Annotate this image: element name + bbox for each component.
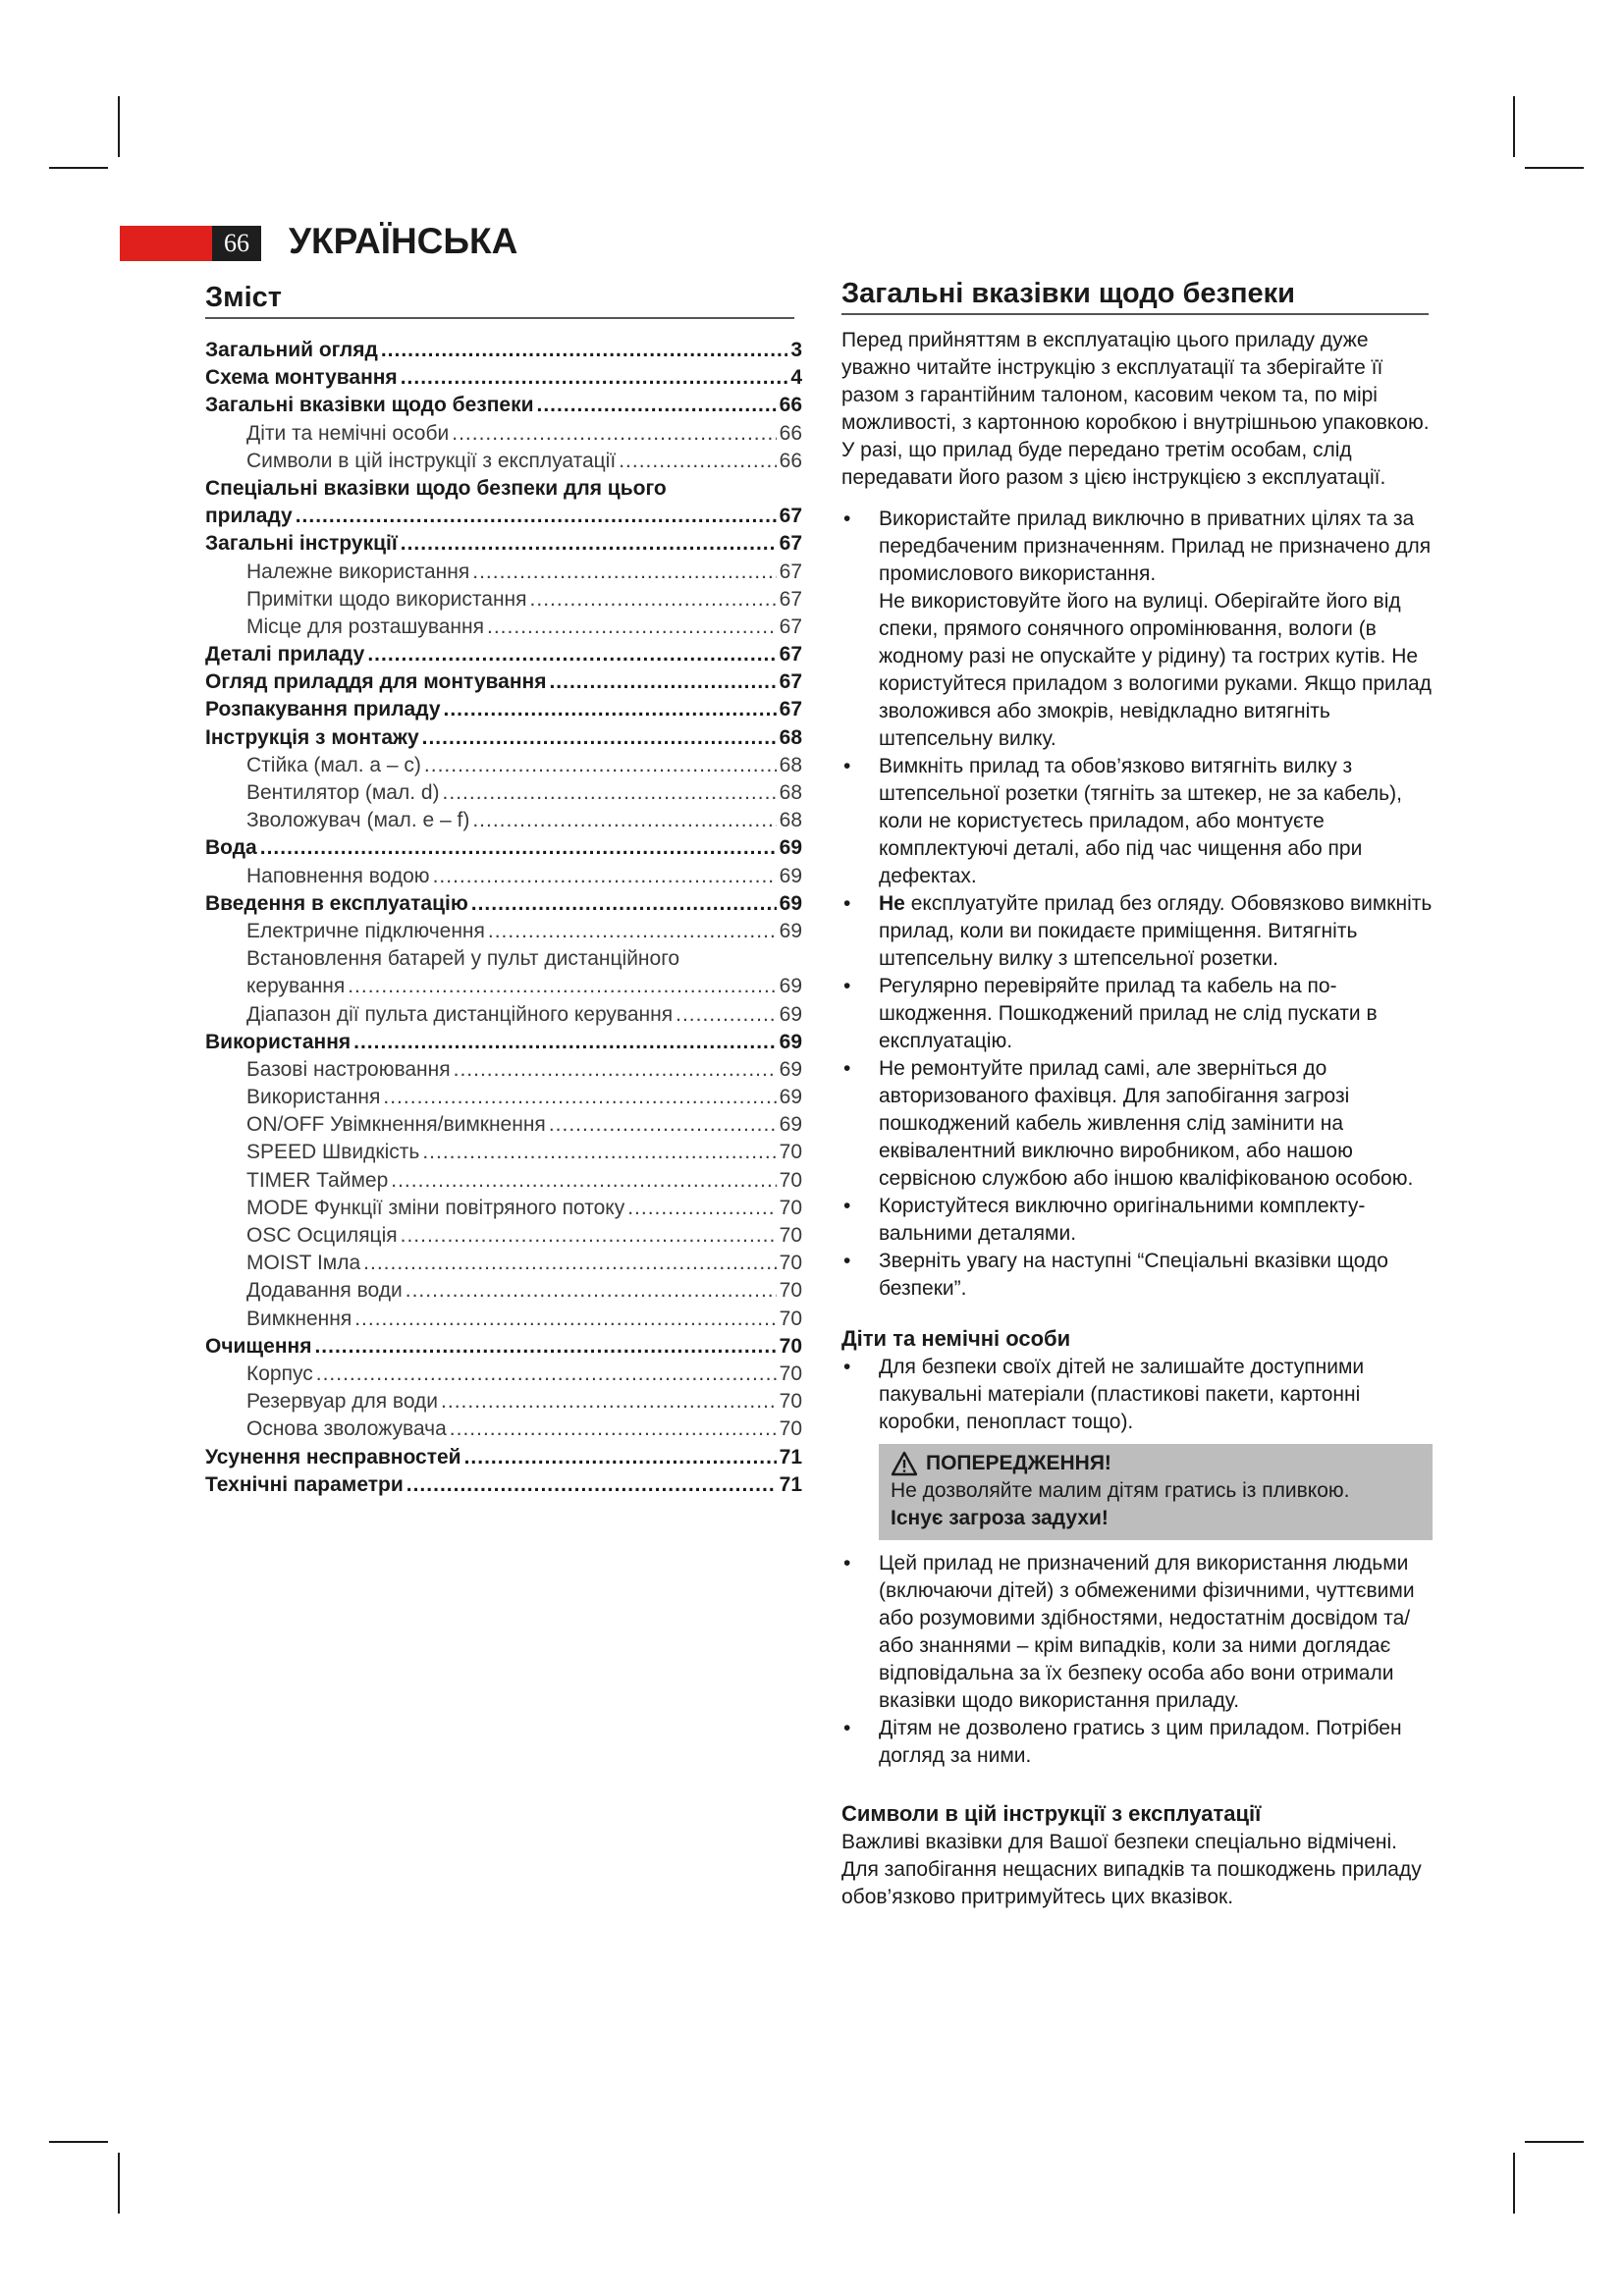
toc-entry (205, 1029, 802, 1056)
toc-entry-page: 67 (779, 532, 802, 556)
toc-entry-page: 68 (779, 725, 802, 749)
crop-mark (1513, 2153, 1515, 2214)
toc-leader-dots (422, 724, 777, 752)
warning-bold-text: Існує загроза задухи! (891, 1507, 1109, 1529)
toc-entry (205, 1444, 802, 1471)
list-item: • Користуйтеся виключно оригінальними комплектувальними деталями. (841, 1193, 1433, 1248)
toc-entry-title: Схема монтування (205, 366, 398, 390)
toc-leader-dots (401, 1222, 777, 1250)
toc-entry-title: Вода (205, 836, 257, 860)
toc-leader-dots (450, 1415, 777, 1443)
toc-leader-dots (260, 834, 777, 862)
toc-entry-page: 67 (779, 560, 802, 583)
crop-mark (118, 96, 120, 157)
toc-entry (205, 559, 802, 586)
toc-entry-page: 68 (779, 781, 802, 804)
toc-entry-page: 69 (779, 1002, 802, 1026)
toc-entry (205, 1084, 802, 1111)
toc-leader-dots (464, 1444, 777, 1471)
safety-intro: Перед прийняттям в експлуатацію цього приладу дуже уважно читайте інструкцію з експлуатації та зберігайте її разом з гарантійним талоном, касовим чеком та, по мірі можливості, з картонною коробкою і внутрішньою упаковкою. У разі, що прилад буде передано третім особам, слід передавати його разом з цією інструкцією з експлуатації. (841, 329, 1430, 489)
toc-entry-title: SPEED Швидкість (246, 1141, 420, 1164)
toc-entry-page: 69 (779, 891, 802, 915)
bold-lead: Не (879, 892, 905, 915)
toc-leader-dots (401, 530, 777, 558)
list-item: • Не ремонтуйте прилад самі, але зверніться до авторизованого фахівця. Для запобігання загрозі пошкоджений кабель живлення слід замінити на еквівалентний виключно виробником, або нашою сервісною службою або іншою кваліфікованою особою. (841, 1055, 1433, 1193)
toc-entry (205, 1250, 802, 1277)
list-item: • Цей прилад не призначений для використання людьми (включаючи дітей) з обмеженими фізичними, чуттєвими або розумовими здібностями, недостатнім досвідом та/або знаннями – крім випадків, коли за ними доглядає відповідальна за їх безпеку особа або вони отримали вказівки щодо використання приладу. (841, 1550, 1433, 1715)
toc-entry-page: 67 (779, 643, 802, 667)
toc-entry-page: 66 (779, 421, 802, 445)
crop-mark (49, 2141, 108, 2143)
toc-entry-page: 70 (779, 1307, 802, 1330)
toc-entry (205, 1056, 802, 1084)
toc-entry-title: Примітки щодо використання (246, 587, 527, 611)
toc-entry-page: 67 (779, 587, 802, 611)
toc-leader-dots (676, 1001, 777, 1029)
symbols-heading: Символи в цій інструкції з експлуатації (841, 1801, 1262, 1826)
toc-entry-title: Електричне підключення (246, 919, 485, 942)
toc-entry (205, 1139, 802, 1166)
toc-entry (205, 614, 802, 641)
toc-entry (205, 337, 802, 364)
toc-entry (205, 1195, 802, 1222)
toc-entry-page: 70 (779, 1334, 802, 1358)
toc-entry-title: Введення в експлуатацію (205, 891, 468, 915)
toc-entry-page: 70 (779, 1224, 802, 1247)
toc-entry-page: 3 (790, 339, 802, 361)
toc-entry-title: Діти та немічні особи (246, 421, 450, 445)
toc-entry-title: Загальні інструкції (205, 532, 398, 556)
toc-entry-page: 69 (779, 864, 802, 887)
crop-mark (49, 167, 108, 169)
toc-entry-page: 70 (779, 1168, 802, 1192)
toc-entry (205, 668, 802, 696)
toc-entry (205, 586, 802, 614)
toc-entry-page: 69 (779, 1113, 802, 1137)
toc-entry (205, 1306, 802, 1333)
toc-entry (205, 1111, 802, 1139)
toc-entry (205, 807, 802, 834)
safety-title: Загальні вказівки щодо безпеки (841, 278, 1295, 309)
toc-entry (205, 1333, 802, 1361)
warning-header (891, 1450, 1421, 1477)
symbols-text: Важливі вказівки для Вашої безпеки спеціально відмічені. Для запобігання нещасних випадків та пошкоджень приладу обов’язково притримуйтесь цих вказівок. (841, 1831, 1422, 1908)
crop-mark (1525, 2141, 1584, 2143)
toc-entry-page: 70 (779, 1279, 802, 1303)
language-heading: УКРАЇНСЬКА (289, 221, 518, 261)
toc-leader-dots (424, 752, 777, 779)
list-item (841, 506, 1433, 753)
toc-leader-dots (472, 807, 776, 834)
safety-title-rule (841, 313, 1429, 315)
toc-entry-page: 67 (779, 505, 802, 528)
toc-entry-title: Розпакування приладу (205, 698, 441, 721)
toc-leader-dots (444, 696, 777, 723)
toc-entry-title: Належне використання (246, 560, 470, 583)
toc-entry-title: MODE Функції зміни повітряного потоку (246, 1196, 625, 1219)
children-bullets-more (841, 1550, 1433, 1770)
list-item: • Вимкніть прилад та обов’язково витягніть вилку з штепсельної розетки (тягніть за штекер, не за кабель), коли не користуєтесь приладом, або монтуєте комплектуючі деталі, або під час чищення або при дефектах. (841, 753, 1433, 890)
toc-entry-title: Резервуар для води (246, 1390, 439, 1414)
warning-box (879, 1444, 1433, 1540)
toc-leader-dots (537, 392, 777, 419)
bullet-text: експлуатуйте прилад без огляду. Обовязково вимкніть прилад, коли ви покидаєте приміщення. Витягніть штепсельну вилку з штепсельної розетки. (879, 892, 1433, 970)
toc-title: Зміст (205, 282, 283, 313)
toc-entry-title: Використання (246, 1086, 381, 1109)
toc-leader-dots (363, 1250, 776, 1277)
toc-entry-page: 70 (779, 1141, 802, 1164)
toc-entry (205, 1415, 802, 1443)
toc-title-rule (205, 317, 794, 319)
toc-entry (205, 1001, 802, 1029)
toc-entry (205, 1388, 802, 1415)
toc-entry-title: OSC Осциляція (246, 1224, 398, 1247)
toc-entry-title: Інструкція з монтажу (205, 725, 419, 749)
list-item (841, 890, 1433, 973)
crop-mark (118, 2153, 120, 2214)
toc-leader-dots (381, 337, 787, 364)
toc-entry-title: Вентилятор (мал. d) (246, 781, 440, 804)
list-item: • Регулярно перевіряйте прилад та кабель на пошкодження. Пошкоджений прилад не слід пускати в експлуатацію. (841, 973, 1433, 1055)
bullet-text: Використайте прилад виключно в приватних цілях та за передбаченим призначенням. Прилад не призначено для промислового використання. (879, 507, 1432, 585)
crop-mark (1513, 96, 1515, 157)
toc-entry-page: 69 (779, 1030, 802, 1053)
toc-leader-dots (487, 614, 777, 641)
toc-entry (205, 779, 802, 807)
toc-leader-dots (367, 641, 776, 668)
toc-entry-page: 66 (779, 449, 802, 472)
toc-entry-page: 69 (779, 975, 802, 998)
toc-entry-title: Деталі приладу (205, 643, 365, 667)
toc-entry-page: 71 (779, 1472, 802, 1496)
list-item: • Для безпеки своїх дітей не залишайте доступними пакувальні матеріали (пластикові пакети, картонні коробки, пенопласт тощо). (841, 1354, 1433, 1436)
toc-leader-dots (401, 364, 788, 392)
toc-entry-page: 70 (779, 1252, 802, 1275)
toc-entry (205, 530, 802, 558)
toc-leader-dots (296, 503, 777, 530)
toc-leader-dots (472, 559, 776, 586)
toc-entry-page: 68 (779, 809, 802, 832)
toc-entry-title: Зволожувач (мал. e – f) (246, 809, 470, 832)
toc-leader-dots (316, 1361, 777, 1388)
toc-entry-title: Корпус (246, 1362, 313, 1385)
toc-entry (205, 1222, 802, 1250)
toc-entry-page: 70 (779, 1417, 802, 1441)
list-item: • Зверніть увагу на наступні “Спеціальні вказівки щодо безпеки”. (841, 1248, 1433, 1303)
toc-entry (205, 392, 802, 419)
toc-entry-page: 71 (779, 1445, 802, 1468)
toc-entry-page: 67 (779, 614, 802, 638)
toc-entry (205, 475, 802, 503)
toc-leader-dots (471, 890, 777, 918)
toc-leader-dots (619, 448, 776, 475)
warning-triangle-icon (891, 1451, 918, 1476)
toc-entry (205, 1471, 802, 1499)
toc-entry-title: Огляд приладдя для монтування (205, 670, 547, 694)
toc-entry-title: Наповнення водою (246, 864, 430, 887)
toc-leader-dots (441, 1388, 777, 1415)
toc-entry-title: Вимкнення (246, 1307, 352, 1330)
toc-leader-dots (422, 1139, 776, 1166)
list-item: • Дітям не дозволено гратись з цим приладом. Потрібен догляд за ними. (841, 1715, 1433, 1770)
toc-entry-page: 66 (779, 394, 802, 417)
toc-entry-title: Загальний огляд (205, 339, 378, 361)
toc-leader-dots (406, 1277, 777, 1305)
toc-entry (205, 1277, 802, 1305)
toc-entry (205, 724, 802, 752)
safety-column (841, 327, 1433, 1911)
toc-leader-dots (454, 1056, 777, 1084)
toc-entry (205, 1361, 802, 1388)
toc-entry (205, 973, 802, 1000)
toc-leader-dots (353, 1029, 777, 1056)
toc-leader-dots (354, 1306, 776, 1333)
table-of-contents (205, 337, 802, 1499)
toc-entry-title: Усунення несправностей (205, 1445, 461, 1468)
toc-entry-title: приладу (205, 505, 293, 528)
toc-entry-title: Технічні параметри (205, 1472, 404, 1496)
toc-entry-title: Базові настроювання (246, 1057, 451, 1081)
toc-leader-dots (348, 973, 776, 1000)
children-heading: Діти та немічні особи (841, 1326, 1071, 1351)
toc-entry-page: 70 (779, 1362, 802, 1385)
toc-leader-dots (443, 779, 777, 807)
toc-entry-title: Основа зволожувача (246, 1417, 447, 1441)
toc-entry-page: 70 (779, 1390, 802, 1414)
toc-entry-title: Загальні вказівки щодо безпеки (205, 394, 534, 417)
toc-leader-dots (383, 1084, 776, 1111)
toc-entry-page: 69 (779, 836, 802, 860)
toc-entry (205, 834, 802, 862)
crop-mark (1525, 167, 1584, 169)
toc-entry-title: Символи в цій інструкції з експлуатації (246, 449, 617, 472)
toc-entry-page: 69 (779, 1057, 802, 1081)
toc-entry (205, 918, 802, 945)
toc-entry-title: Використання (205, 1030, 352, 1053)
toc-leader-dots (452, 420, 776, 448)
header-accent-bar (120, 226, 212, 261)
toc-entry (205, 503, 802, 530)
toc-leader-dots (530, 586, 777, 614)
toc-entry-page: 67 (779, 698, 802, 721)
toc-entry-title: Встановлення батарей у пульт дистанційного (246, 947, 680, 971)
toc-entry-title: ON/OFF Увімкнення/вимкнення (246, 1113, 546, 1137)
toc-entry (205, 863, 802, 890)
toc-entry (205, 945, 802, 973)
children-bullets (841, 1354, 1433, 1436)
toc-leader-dots (406, 1471, 777, 1499)
toc-entry-title: керування (246, 975, 346, 998)
bullet-extra-text: Не використовуйте його на вулиці. Оберігайте його від спеки, прямого сонячного опромінювання, вологи (в жодному разі не опускайте у рідину) та гострих кутів. Не користуйтеся приладом з вологими руками. Якщо прилад зволожився або змокрів, невідкладно витягніть штепсельну вилку. (879, 590, 1432, 750)
toc-entry-page: 67 (779, 670, 802, 694)
toc-entry-page: 4 (790, 366, 802, 390)
toc-entry-title: TIMER Таймер (246, 1168, 389, 1192)
toc-entry-page: 69 (779, 919, 802, 942)
warning-title: ПОПЕРЕДЖЕННЯ! (926, 1452, 1111, 1474)
toc-entry (205, 641, 802, 668)
toc-entry-title: Очищення (205, 1334, 312, 1358)
toc-leader-dots (314, 1333, 776, 1361)
toc-entry-page: 68 (779, 753, 802, 776)
toc-entry-page: 69 (779, 1086, 802, 1109)
toc-entry-page: 70 (779, 1196, 802, 1219)
page-number: 66 (212, 226, 261, 261)
toc-entry (205, 696, 802, 723)
toc-entry-title: Стійка (мал. a – c) (246, 753, 421, 776)
toc-leader-dots (549, 1111, 777, 1139)
warning-text: Не дозволяйте малим дітям гратись із пливкою. (891, 1479, 1350, 1502)
toc-entry (205, 890, 802, 918)
toc-entry (205, 752, 802, 779)
toc-entry (205, 1167, 802, 1195)
toc-entry (205, 448, 802, 475)
toc-entry-title: Діапазон дії пульта дистанційного керування (246, 1002, 674, 1026)
toc-leader-dots (391, 1167, 776, 1195)
toc-entry-title: Спеціальні вказівки щодо безпеки для цього (205, 476, 667, 500)
toc-leader-dots (549, 668, 776, 696)
toc-entry-title: MOIST Імла (246, 1252, 361, 1275)
toc-entry-title: Додавання води (246, 1279, 403, 1303)
toc-leader-dots (627, 1195, 776, 1222)
toc-entry (205, 364, 802, 392)
toc-entry-title: Місце для розташування (246, 614, 485, 638)
toc-leader-dots (433, 863, 777, 890)
toc-leader-dots (488, 918, 777, 945)
toc-entry (205, 420, 802, 448)
safety-bullets (841, 506, 1433, 1303)
